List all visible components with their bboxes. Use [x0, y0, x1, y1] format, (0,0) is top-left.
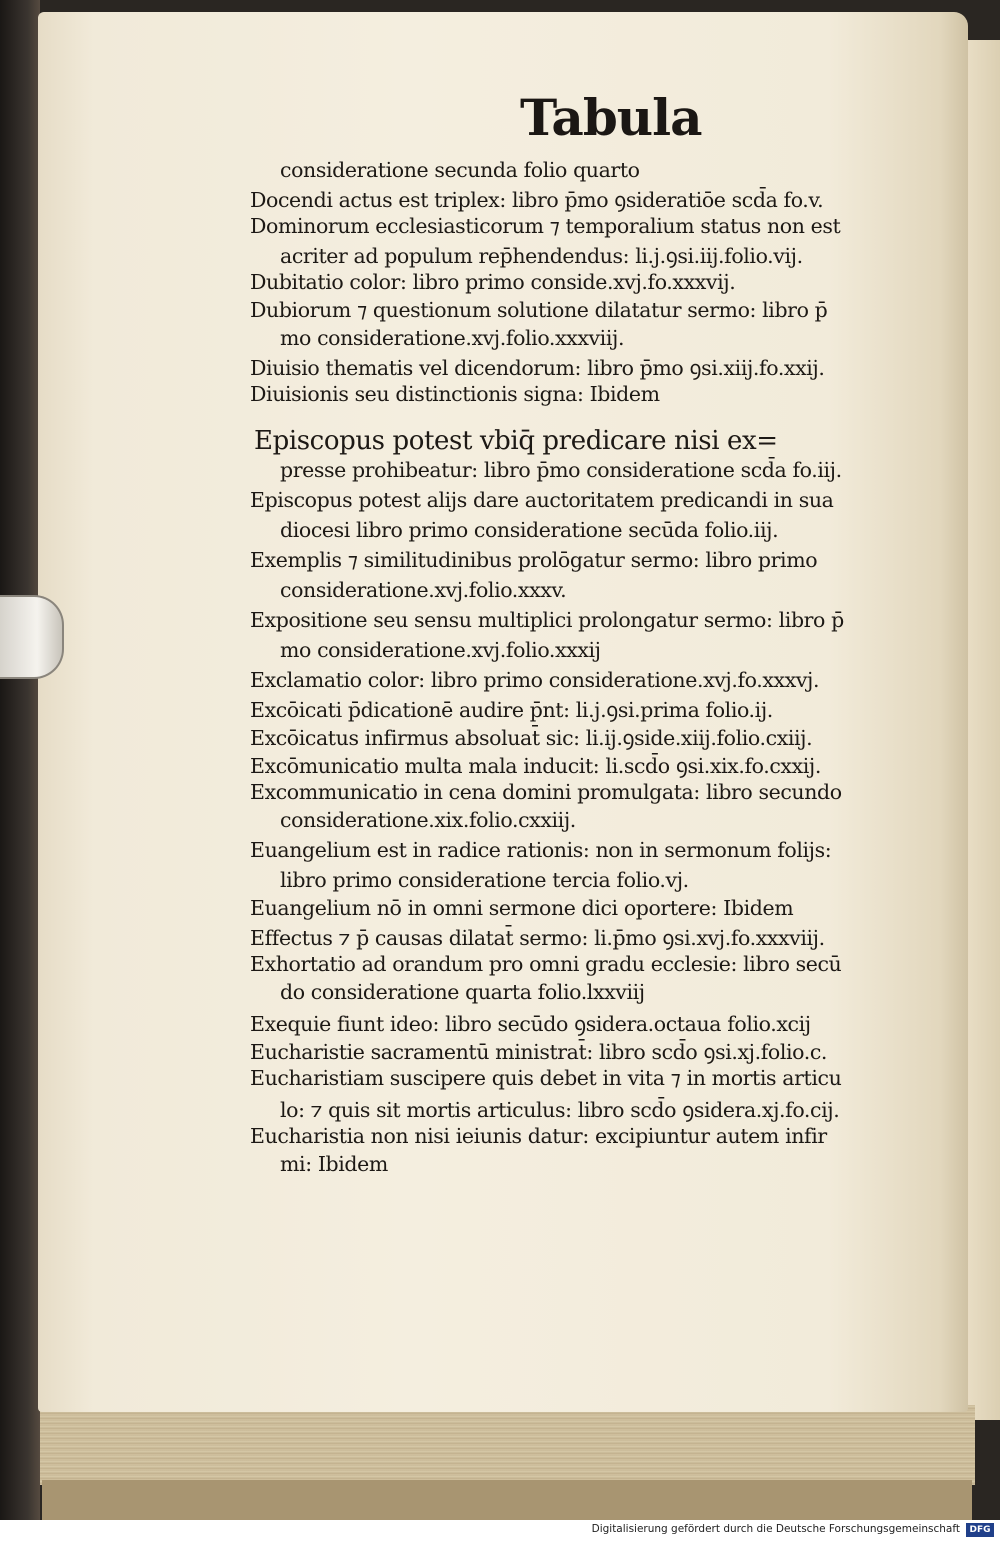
text-line: Exhortatio ad orandum pro omni gradu ecclesie: libro secū	[250, 952, 842, 976]
text-line: Euangelium est in radice rationis: non in sermonum folijs:	[250, 838, 832, 862]
book-cover-edge	[42, 1480, 972, 1520]
text-line: Eucharistiam suscipere quis debet in vita ⁊ in mortis articu	[250, 1066, 842, 1090]
book-binding-shadow	[0, 0, 40, 1520]
running-title: Tabula	[520, 88, 702, 147]
text-line: acriter ad populum rep̄hendendus: li.j.ꝯsi.iij.folio.vij.	[280, 244, 803, 268]
text-line: mo consideratione.xvj.folio.xxxij	[280, 638, 601, 662]
text-line: Expositione seu sensu multiplici prolongatur sermo: libro p̄	[250, 608, 844, 632]
text-line: Excommunicatio in cena domini promulgata: libro secundo	[250, 780, 842, 804]
text-line: Excōicati p̄dicationē audire p̄nt: li.j.ꝯsi.prima folio.ij.	[250, 698, 773, 722]
text-line: mi: Ibidem	[280, 1152, 388, 1176]
text-line: Dubitatio color: libro primo conside.xvj.fo.xxxvij.	[250, 270, 736, 294]
funding-credit: Digitalisierung gefördert durch die Deutsche Forschungsgemeinschaft	[591, 1523, 960, 1535]
text-line: Exequie fiunt ideo: libro secūdo ꝯsidera.octaua folio.xcij	[250, 1012, 811, 1036]
footer-bar	[0, 1520, 1000, 1541]
text-line: consideratione.xix.folio.cxxiij.	[280, 808, 576, 832]
text-line: Excōicatus infirmus absoluat̄ sic: li.ij.ꝯside.xiij.folio.cxiij.	[250, 726, 813, 750]
text-line: diocesi libro primo consideratione secūda folio.iij.	[280, 518, 779, 542]
text-line: Excōmunicatio multa mala inducit: li.scd̄o ꝯsi.xix.fo.cxxij.	[250, 754, 821, 778]
text-line: Euangelium nō in omni sermone dici oportere: Ibidem	[250, 896, 794, 920]
text-line: Diuisionis seu distinctionis signa: Ibidem	[250, 382, 660, 406]
text-line: do consideratione quarta folio.lxxviij	[280, 980, 645, 1004]
dfg-logo: DFG	[966, 1523, 994, 1537]
text-line: Effectus ⁊ p̄ causas dilatat̄ sermo: li.p̄mo ꝯsi.xvj.fo.xxxviij.	[250, 926, 825, 950]
text-line: Eucharistia non nisi ieiunis datur: excipiuntur autem infir	[250, 1124, 827, 1148]
text-line: lo: ⁊ quis sit mortis articulus: libro scd̄o ꝯsidera.xj.fo.cij.	[280, 1098, 840, 1122]
text-line: Diuisio thematis vel dicendorum: libro p̄mo ꝯsi.xiij.fo.xxij.	[250, 356, 825, 380]
text-line: presse prohibeatur: libro p̄mo consideratione scd̄a fo.iij.	[280, 458, 842, 482]
text-line-initial: Episcopus potest vbiq̄ predicare nisi ex=	[254, 426, 778, 456]
text-line: Episcopus potest alijs dare auctoritatem predicandi in sua	[250, 488, 834, 512]
text-line: Exemplis ⁊ similitudinibus prolōgatur sermo: libro primo	[250, 548, 818, 572]
text-line: Dubiorum ⁊ questionum solutione dilatatur sermo: libro p̄	[250, 298, 828, 322]
text-line: Docendi actus est triplex: libro p̄mo ꝯsideratiōe scd̄a fo.v.	[250, 188, 824, 212]
page-block-edge	[40, 1405, 975, 1485]
text-line: Exclamatio color: libro primo consideratione.xvj.fo.xxxvj.	[250, 668, 820, 692]
text-line: libro primo consideratione tercia folio.vj.	[280, 868, 689, 892]
text-line: mo consideratione.xvj.folio.xxxviij.	[280, 326, 625, 350]
text-line: consideratione secunda folio quarto	[280, 158, 640, 182]
page-holder-clip	[0, 595, 64, 679]
text-line: Eucharistie sacramentū ministrat̄: libro scd̄o ꝯsi.xj.folio.c.	[250, 1040, 828, 1064]
text-line: consideratione.xvj.folio.xxxv.	[280, 578, 567, 602]
text-line: Dominorum ecclesiasticorum ⁊ temporalium status non est	[250, 214, 841, 238]
